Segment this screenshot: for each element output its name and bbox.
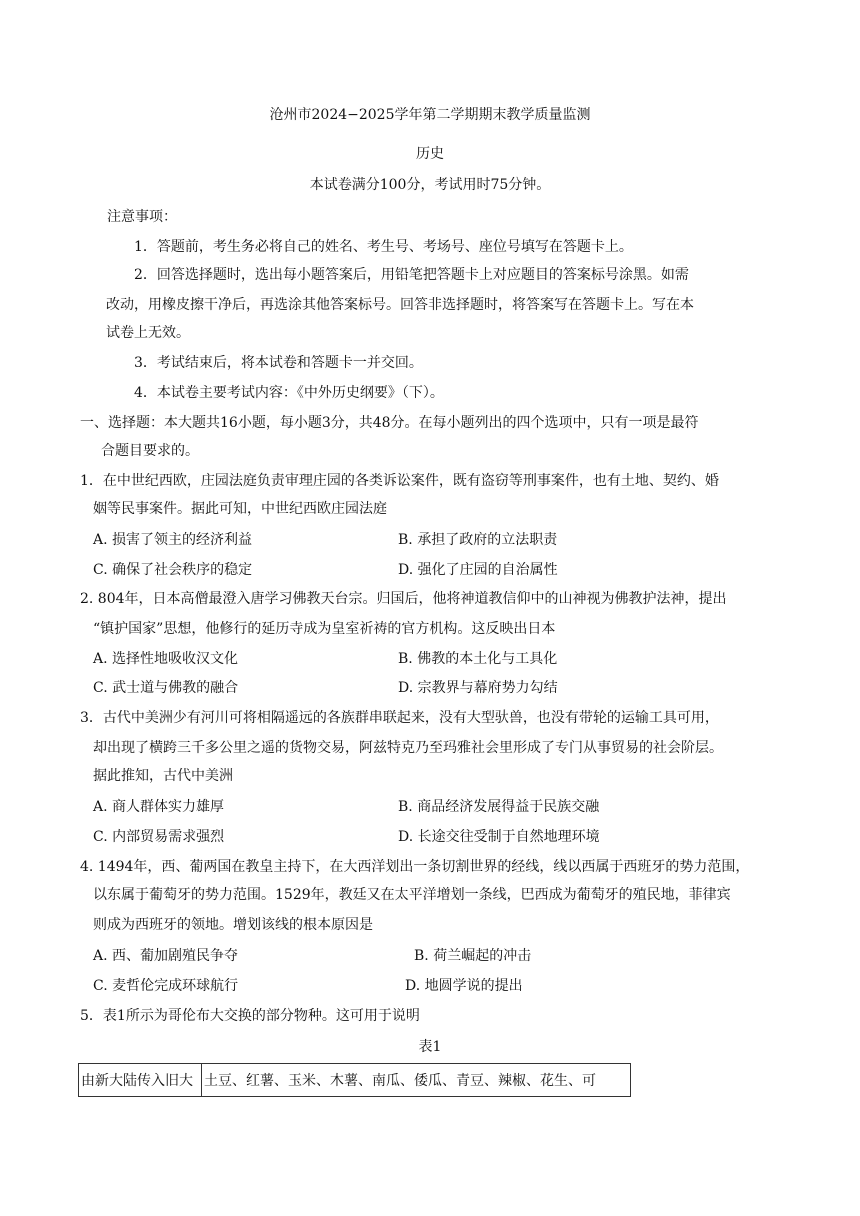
q3-option-b: B. 商品经济发展得益于民族交融 <box>398 799 600 815</box>
q4-option-d: D. 地圆学说的提出 <box>405 978 523 994</box>
score-time-line: 本试卷满分100分，考试用时75分钟。 <box>309 177 551 193</box>
q1-option-d: D. 强化了庄园的自治属性 <box>398 562 558 578</box>
q3-stem-line-1: 3．古代中美洲少有河川可将相隔遥远的各族群串联起来，没有大型驮兽，也没有带轮的运输工具可用， <box>80 710 719 726</box>
q3-option-a: A. 商人群体实力雄厚 <box>93 799 225 815</box>
note-3: 3．考试结束后，将本试卷和答题卡一并交回。 <box>134 355 423 371</box>
notes-heading: 注意事项： <box>107 209 177 225</box>
q4-stem-line-3: 则成为西班牙的领地。增划该线的根本原因是 <box>93 917 373 933</box>
note-2-line-1: 2．回答选择题时，选出每小题答案后，用铅笔把答题卡上对应题目的答案标号涂黑。如需 <box>134 267 689 283</box>
q4-stem-line-1: 4. 1494年，西、葡两国在教皇主持下，在大西洋划出一条切割世界的经线，线以西属于西班牙的势力范围， <box>80 859 750 875</box>
note-4: 4．本试卷主要考试内容：《中外历史纲要》（下）。 <box>134 385 444 401</box>
table-row <box>79 1064 631 1097</box>
section-1-heading-cont: 合题目要求的。 <box>101 443 199 459</box>
note-1: 1．答题前，考生务必将自己的姓名、考生号、考场号、座位号填写在答题卡上。 <box>134 239 633 255</box>
q1-option-a: A. 损害了领主的经济利益 <box>93 532 253 548</box>
subject-title: 历史 <box>416 146 444 162</box>
q4-option-b: B. 荷兰崛起的冲击 <box>414 948 532 964</box>
q1-option-c: C. 确保了社会秩序的稳定 <box>93 562 253 578</box>
table-caption: 表1 <box>418 1039 442 1055</box>
q2-option-c: C. 武士道与佛教的融合 <box>93 680 239 696</box>
section-1-heading: 一、选择题：本大题共16小题，每小题3分，共48分。在每小题列出的四个选项中，只有一项是最符 <box>80 415 699 431</box>
q1-stem-line-1: 1．在中世纪西欧，庄园法庭负责审理庄园的各类诉讼案件，既有盗窃等刑事案件，也有土地、契约、婚 <box>80 473 719 489</box>
q4-stem-line-2: 以东属于葡萄牙的势力范围。1529年，教廷又在太平洋增划一条线，巴西成为葡萄牙的殖民地，菲律宾 <box>93 887 731 903</box>
q2-stem-line-2: “镇护国家”思想，他修行的延历寺成为皇室祈祷的官方机构。这反映出日本 <box>93 621 556 637</box>
table-row-body-cell: 土豆、红薯、玉米、木薯、南瓜、倭瓜、青豆、辣椒、花生、可 <box>202 1064 631 1097</box>
q3-stem-line-2: 却出现了横跨三千多公里之遥的货物交易，阿兹特克乃至玛雅社会里形成了专门从事贸易的社会阶层。 <box>93 740 723 756</box>
q2-option-d: D. 宗教界与幕府势力勾结 <box>398 680 558 696</box>
note-2-line-2: 改动，用橡皮擦干净后，再选涂其他答案标号。回答非选择题时，将答案写在答题卡上。写在本 <box>106 297 694 313</box>
q2-option-b: B. 佛教的本土化与工具化 <box>398 651 558 667</box>
note-2-line-3: 试卷上无效。 <box>106 325 190 341</box>
q1-option-b: B. 承担了政府的立法职责 <box>398 532 558 548</box>
q3-option-d: D. 长途交往受制于自然地理环境 <box>398 829 600 845</box>
q2-stem-line-1: 2. 804年，日本高僧最澄入唐学习佛教天台宗。归国后，他将神道教信仰中的山神视为佛教护法神，提出 <box>80 591 727 607</box>
q3-option-c: C. 内部贸易需求强烈 <box>93 829 225 845</box>
q5-stem-line-1: 5．表1所示为哥伦布大交换的部分物种。这可用于说明 <box>80 1008 420 1024</box>
q4-option-c: C. 麦哲伦完成环球航行 <box>93 978 239 994</box>
table-row-header-cell: 由新大陆传入旧大 <box>79 1064 202 1097</box>
q3-stem-line-3: 据此推知，古代中美洲 <box>93 768 233 784</box>
q2-option-a: A. 选择性地吸收汉文化 <box>93 651 239 667</box>
exam-title: 沧州市2024−2025学年第二学期期末教学质量监测 <box>269 107 591 123</box>
q1-stem-line-2: 姻等民事案件。据此可知，中世纪西欧庄园法庭 <box>93 501 387 517</box>
q4-option-a: A. 西、葡加剧殖民争夺 <box>93 948 239 964</box>
species-table <box>78 1063 631 1097</box>
